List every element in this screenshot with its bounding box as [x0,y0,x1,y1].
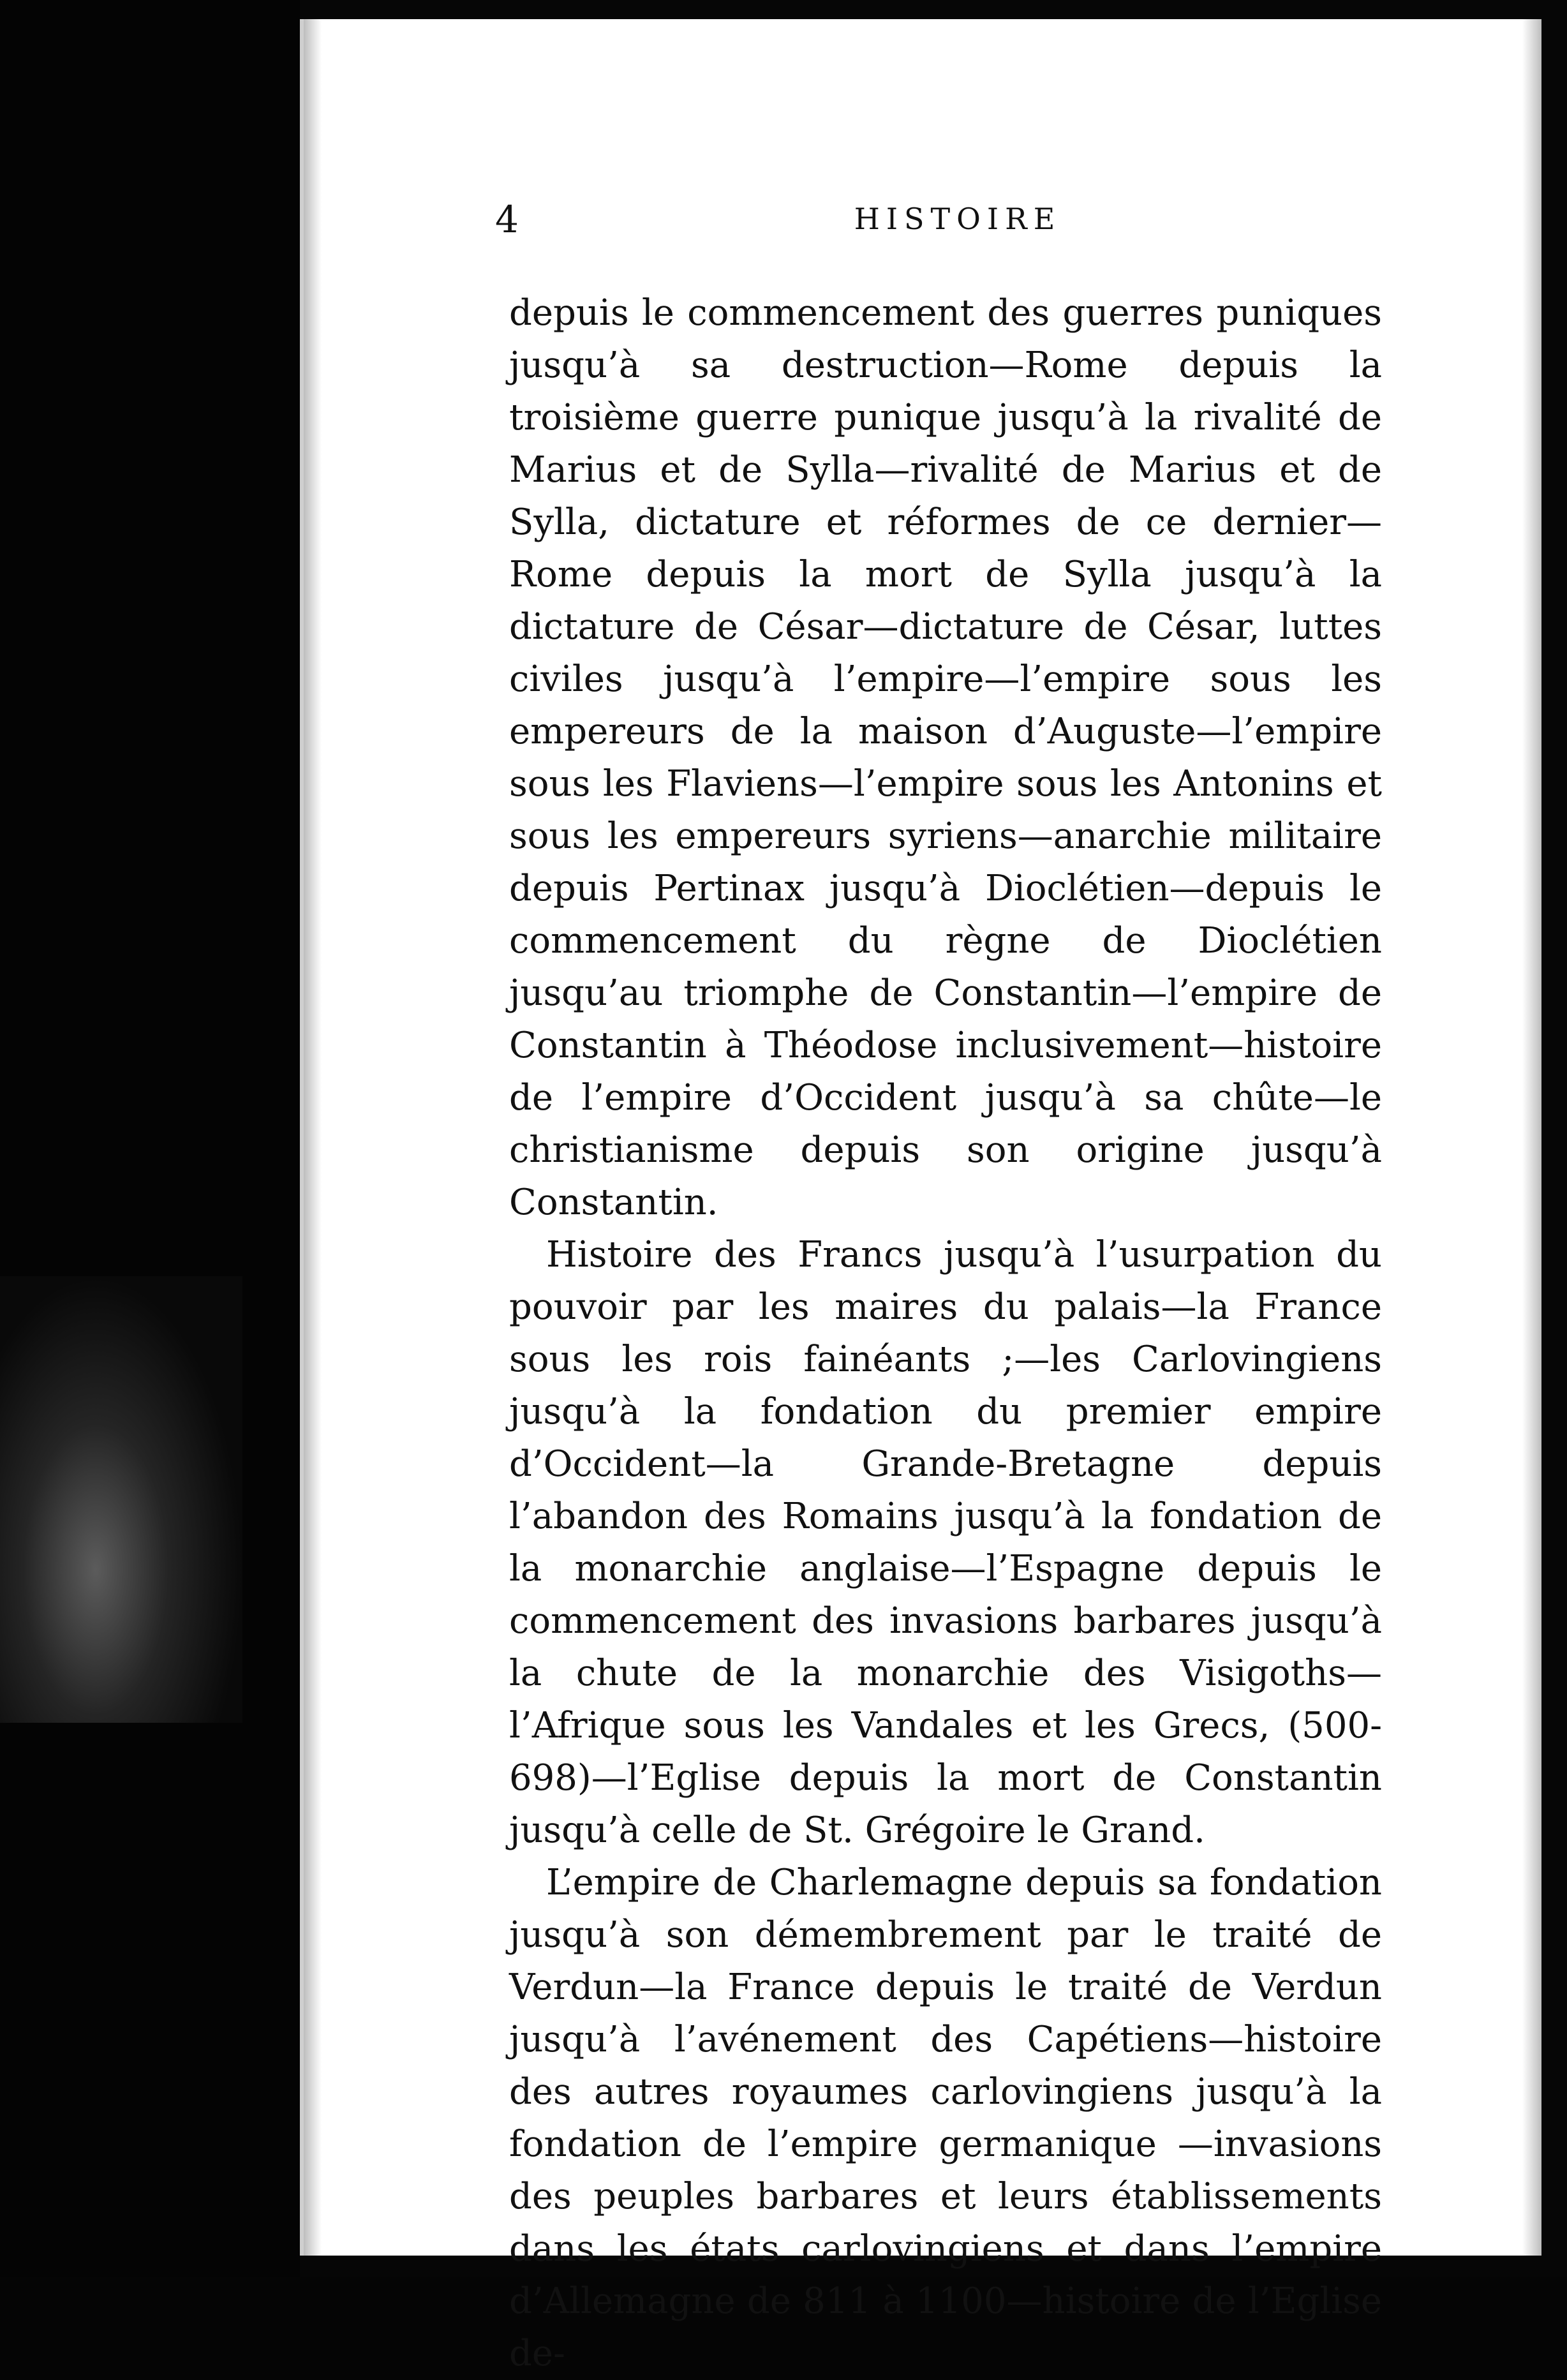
book-page [300,19,1541,2374]
page-gutter-shadow [304,19,322,2256]
running-title: HISTOIRE [854,202,1062,236]
paragraph-2: Histoire des Francs jusqu’à l’usurpation du pouvoir par les maires du palais—la France sous les rois fainéants ;—les Carlovingiens jusqu’à la fondation du premier empire d’Occident—la Grande-Bretagne depuis l’abandon des Romains jusqu’à la fondation de la monarchie anglaise—l’Espagne depuis le commencement des invasions barbares jusqu’à la chute de la monarchie des Visigoths—l’Afrique sous les Vandales et les Grecs, (500-698)—l’Eglise depuis la mort de Constantin jusqu’à celle de St. Grégoire le Grand. [509,1234,1382,1851]
body-text [509,287,1382,2380]
page-edge-shadow [1522,19,1541,2256]
paragraph-1: depuis le commencement des guerres puniques jusqu’à sa destruction—Rome depuis la troisième guerre punique jusqu’à la rivalité de Marius et de Sylla—rivalité de Marius et de Sylla, dictature et réformes de ce dernier—Rome depuis la mort de Sylla jusqu’à la dictature de César—dictature de César, luttes civiles jusqu’à l’empire—l’empire sous les empereurs de la maison d’Auguste—l’empire sous les Flaviens—l’empire sous les Antonins et sous les empereurs syriens—anarchie militaire depuis Pertinax jusqu’à Dioclétien—depuis le commencement du règne de Dioclétien jusqu’au triomphe de Constantin—l’empire de Constantin à Théodose inclusivement—histoire de l’empire d’Occident jusqu’à sa chûte—le christianisme depuis son origine jusqu’à Constantin. [509,292,1382,1223]
page-number: 4 [495,198,519,241]
paragraph-3: L’empire de Charlemagne depuis sa fondation jusqu’à son démembrement par le traité de Verdun—la France depuis le traité de Verdun jusqu’à l’avénement des Capétiens—histoire des autres royaumes carlovingiens jusqu’à la fondation de l’empire germanique —invasions des peuples barbares et leurs établissements dans les états carlovingiens et dans l’empire d’Allemagne de 811 à 1100—histoire de l’Eglise de- [509,1862,1382,2374]
page-header [495,198,1420,255]
binding-debris [0,1276,242,1723]
book-binding-edge [0,0,300,2277]
